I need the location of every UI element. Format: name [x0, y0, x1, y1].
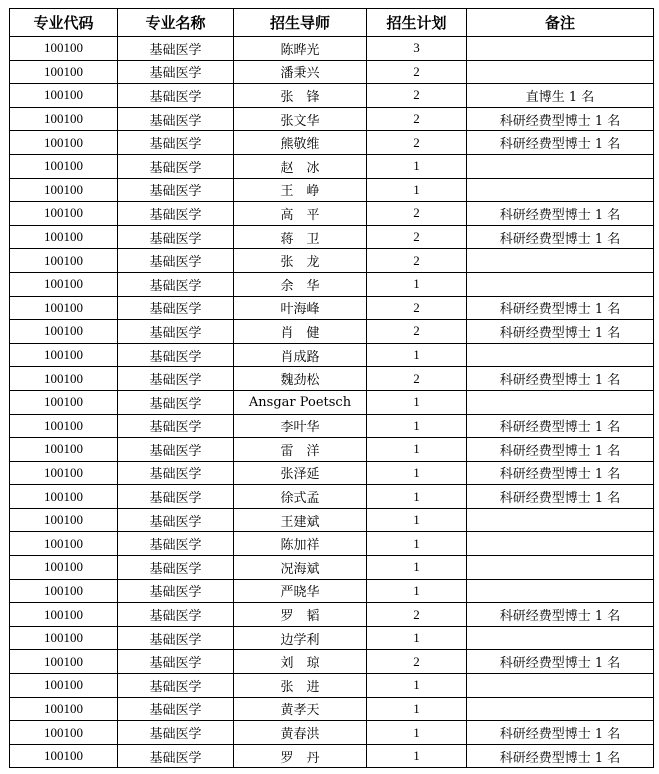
plan-cell: 2: [367, 320, 467, 344]
remarks-cell: [467, 508, 654, 532]
major-code-cell: 100100: [10, 367, 118, 391]
major-code-cell: 100100: [10, 532, 118, 556]
advisor-cell: 熊敬维: [234, 131, 367, 155]
major-code-cell: 100100: [10, 485, 118, 509]
advisor-cell: 张 锋: [234, 84, 367, 108]
plan-cell: 1: [367, 579, 467, 603]
table-row: [10, 131, 654, 155]
remarks-cell: 科研经费型博士 1 名: [467, 107, 654, 131]
advisor-cell: 罗 丹: [234, 744, 367, 768]
advisor-cell: 徐式孟: [234, 485, 367, 509]
major-code-cell: 100100: [10, 461, 118, 485]
plan-cell: 2: [367, 202, 467, 226]
advisor-cell: 王建斌: [234, 508, 367, 532]
major-name-cell: 基础医学: [118, 367, 234, 391]
major-code-cell: 100100: [10, 721, 118, 745]
advisor-cell: 肖 健: [234, 320, 367, 344]
advisor-cell: 潘秉兴: [234, 60, 367, 84]
plan-cell: 1: [367, 744, 467, 768]
advisor-cell: 赵 冰: [234, 154, 367, 178]
table-row: [10, 697, 654, 721]
remarks-cell: 科研经费型博士 1 名: [467, 296, 654, 320]
plan-cell: 1: [367, 556, 467, 580]
major-name-cell: 基础医学: [118, 60, 234, 84]
table-row: [10, 461, 654, 485]
major-code-cell: 100100: [10, 343, 118, 367]
major-code-cell: 100100: [10, 438, 118, 462]
major-code-cell: 100100: [10, 390, 118, 414]
remarks-cell: 科研经费型博士 1 名: [467, 721, 654, 745]
plan-cell: 2: [367, 650, 467, 674]
major-code-cell: 100100: [10, 272, 118, 296]
remarks-cell: 科研经费型博士 1 名: [467, 461, 654, 485]
plan-cell: 1: [367, 343, 467, 367]
remarks-cell: [467, 60, 654, 84]
major-name-cell: 基础医学: [118, 107, 234, 131]
remarks-cell: [467, 697, 654, 721]
table-row: [10, 154, 654, 178]
major-name-cell: 基础医学: [118, 674, 234, 698]
major-code-cell: 100100: [10, 556, 118, 580]
remarks-cell: 科研经费型博士 1 名: [467, 438, 654, 462]
remarks-cell: 科研经费型博士 1 名: [467, 414, 654, 438]
major-name-cell: 基础医学: [118, 508, 234, 532]
major-name-cell: 基础医学: [118, 202, 234, 226]
plan-cell: 2: [367, 131, 467, 155]
remarks-cell: 科研经费型博士 1 名: [467, 603, 654, 627]
plan-cell: 2: [367, 107, 467, 131]
table-row: [10, 626, 654, 650]
major-name-cell: 基础医学: [118, 249, 234, 273]
remarks-cell: [467, 272, 654, 296]
advisor-cell: 李叶华: [234, 414, 367, 438]
major-code-cell: 100100: [10, 60, 118, 84]
remarks-cell: 科研经费型博士 1 名: [467, 202, 654, 226]
advisor-cell: Ansgar Poetsch: [234, 390, 367, 414]
remarks-cell: 科研经费型博士 1 名: [467, 320, 654, 344]
plan-cell: 1: [367, 178, 467, 202]
table-row: [10, 674, 654, 698]
major-code-cell: 100100: [10, 414, 118, 438]
table-row: [10, 508, 654, 532]
table-row: [10, 744, 654, 768]
plan-cell: 2: [367, 603, 467, 627]
major-name-cell: 基础医学: [118, 603, 234, 627]
table-row: [10, 202, 654, 226]
advisor-cell: 况海斌: [234, 556, 367, 580]
major-name-cell: 基础医学: [118, 178, 234, 202]
table-row: [10, 438, 654, 462]
advisor-cell: 陈加祥: [234, 532, 367, 556]
major-code-cell: 100100: [10, 249, 118, 273]
major-code-cell: 100100: [10, 225, 118, 249]
major-code-cell: 100100: [10, 320, 118, 344]
table-row: [10, 556, 654, 580]
major-code-cell: 100100: [10, 508, 118, 532]
plan-cell: 2: [367, 225, 467, 249]
major-code-cell: 100100: [10, 154, 118, 178]
major-code-cell: 100100: [10, 107, 118, 131]
advisor-cell: 蒋 卫: [234, 225, 367, 249]
plan-cell: 1: [367, 461, 467, 485]
header-remarks: 备注: [467, 9, 654, 37]
remarks-cell: [467, 626, 654, 650]
plan-cell: 1: [367, 697, 467, 721]
major-code-cell: 100100: [10, 131, 118, 155]
table-row: [10, 367, 654, 391]
plan-cell: 1: [367, 674, 467, 698]
table-row: [10, 414, 654, 438]
advisor-cell: 边学利: [234, 626, 367, 650]
remarks-cell: [467, 178, 654, 202]
plan-cell: 1: [367, 390, 467, 414]
major-code-cell: 100100: [10, 296, 118, 320]
major-name-cell: 基础医学: [118, 485, 234, 509]
major-code-cell: 100100: [10, 202, 118, 226]
table-row: [10, 225, 654, 249]
header-advisor: 招生导师: [234, 9, 367, 37]
advisor-cell: 黄春洪: [234, 721, 367, 745]
table-row: [10, 603, 654, 627]
table-row: [10, 60, 654, 84]
advisor-cell: 雷 洋: [234, 438, 367, 462]
major-name-cell: 基础医学: [118, 154, 234, 178]
table-row: [10, 320, 654, 344]
advisor-cell: 严晓华: [234, 579, 367, 603]
advisor-cell: 张 进: [234, 674, 367, 698]
major-name-cell: 基础医学: [118, 650, 234, 674]
header-major-code: 专业代码: [10, 9, 118, 37]
major-name-cell: 基础医学: [118, 296, 234, 320]
major-name-cell: 基础医学: [118, 37, 234, 61]
major-code-cell: 100100: [10, 744, 118, 768]
major-name-cell: 基础医学: [118, 390, 234, 414]
advisor-cell: 肖成路: [234, 343, 367, 367]
remarks-cell: 科研经费型博士 1 名: [467, 650, 654, 674]
advisor-cell: 魏劲松: [234, 367, 367, 391]
table-row: [10, 272, 654, 296]
table-row: [10, 390, 654, 414]
major-name-cell: 基础医学: [118, 414, 234, 438]
major-name-cell: 基础医学: [118, 272, 234, 296]
header-enrollment-plan: 招生计划: [367, 9, 467, 37]
table-row: [10, 579, 654, 603]
major-name-cell: 基础医学: [118, 320, 234, 344]
remarks-cell: [467, 390, 654, 414]
plan-cell: 1: [367, 626, 467, 650]
plan-cell: 2: [367, 367, 467, 391]
major-name-cell: 基础医学: [118, 84, 234, 108]
major-name-cell: 基础医学: [118, 532, 234, 556]
table-row: [10, 84, 654, 108]
table-row: [10, 178, 654, 202]
advisor-cell: 陈晔光: [234, 37, 367, 61]
table-row: [10, 37, 654, 61]
advisor-cell: 黄孝天: [234, 697, 367, 721]
plan-cell: 1: [367, 414, 467, 438]
major-code-cell: 100100: [10, 650, 118, 674]
table-row: [10, 650, 654, 674]
advisor-cell: 罗 韬: [234, 603, 367, 627]
header-row: [10, 9, 654, 37]
major-code-cell: 100100: [10, 603, 118, 627]
plan-cell: 2: [367, 296, 467, 320]
plan-cell: 3: [367, 37, 467, 61]
remarks-cell: [467, 37, 654, 61]
advisor-cell: 王 峥: [234, 178, 367, 202]
advisor-cell: 叶海峰: [234, 296, 367, 320]
remarks-cell: 直博生 1 名: [467, 84, 654, 108]
major-name-cell: 基础医学: [118, 744, 234, 768]
remarks-cell: [467, 579, 654, 603]
table-row: [10, 343, 654, 367]
enrollment-table: [9, 8, 654, 768]
plan-cell: 2: [367, 60, 467, 84]
major-code-cell: 100100: [10, 674, 118, 698]
plan-cell: 1: [367, 532, 467, 556]
major-name-cell: 基础医学: [118, 225, 234, 249]
remarks-cell: 科研经费型博士 1 名: [467, 485, 654, 509]
plan-cell: 1: [367, 154, 467, 178]
table-row: [10, 107, 654, 131]
header-major-name: 专业名称: [118, 9, 234, 37]
major-code-cell: 100100: [10, 84, 118, 108]
major-name-cell: 基础医学: [118, 579, 234, 603]
plan-cell: 1: [367, 485, 467, 509]
remarks-cell: [467, 532, 654, 556]
major-name-cell: 基础医学: [118, 697, 234, 721]
table-row: [10, 485, 654, 509]
major-name-cell: 基础医学: [118, 343, 234, 367]
major-code-cell: 100100: [10, 178, 118, 202]
plan-cell: 2: [367, 249, 467, 273]
major-name-cell: 基础医学: [118, 438, 234, 462]
advisor-cell: 刘 琼: [234, 650, 367, 674]
major-code-cell: 100100: [10, 626, 118, 650]
advisor-cell: 高 平: [234, 202, 367, 226]
major-name-cell: 基础医学: [118, 556, 234, 580]
remarks-cell: [467, 154, 654, 178]
advisor-cell: 张泽延: [234, 461, 367, 485]
remarks-cell: [467, 556, 654, 580]
remarks-cell: 科研经费型博士 1 名: [467, 367, 654, 391]
advisor-cell: 张文华: [234, 107, 367, 131]
remarks-cell: 科研经费型博士 1 名: [467, 744, 654, 768]
table-row: [10, 721, 654, 745]
table-row: [10, 296, 654, 320]
major-code-cell: 100100: [10, 37, 118, 61]
remarks-cell: [467, 674, 654, 698]
plan-cell: 1: [367, 272, 467, 296]
remarks-cell: 科研经费型博士 1 名: [467, 131, 654, 155]
major-name-cell: 基础医学: [118, 721, 234, 745]
major-name-cell: 基础医学: [118, 461, 234, 485]
remarks-cell: [467, 343, 654, 367]
remarks-cell: 科研经费型博士 1 名: [467, 225, 654, 249]
major-code-cell: 100100: [10, 697, 118, 721]
advisor-cell: 余 华: [234, 272, 367, 296]
remarks-cell: [467, 249, 654, 273]
plan-cell: 2: [367, 84, 467, 108]
major-name-cell: 基础医学: [118, 131, 234, 155]
table-row: [10, 532, 654, 556]
major-name-cell: 基础医学: [118, 626, 234, 650]
major-code-cell: 100100: [10, 579, 118, 603]
table-row: [10, 249, 654, 273]
plan-cell: 1: [367, 438, 467, 462]
plan-cell: 1: [367, 721, 467, 745]
plan-cell: 1: [367, 508, 467, 532]
advisor-cell: 张 龙: [234, 249, 367, 273]
